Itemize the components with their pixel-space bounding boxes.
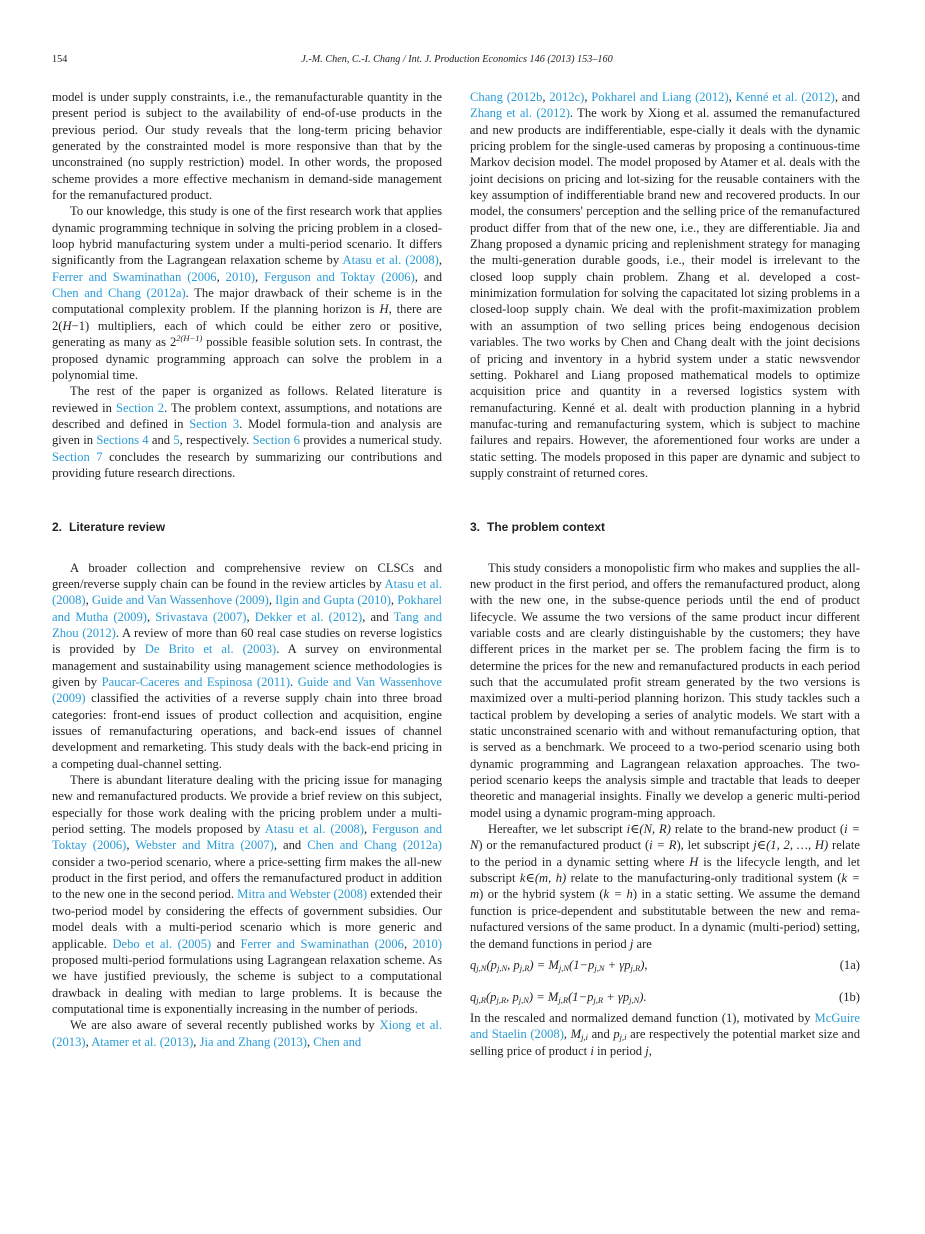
math-expression: i = N [470, 822, 860, 853]
citation-link[interactable]: Mitra and Webster (2008) [237, 887, 368, 902]
equation-number: (1b) [839, 989, 860, 1004]
math-symbol: i [590, 1043, 594, 1058]
eq-symbol: , p [507, 957, 520, 972]
context-paragraph-1 [470, 560, 860, 822]
eq-subscript: j,N [518, 994, 529, 1005]
text: To our knowledge, this study is one of the first research work that applies dynamic programming technique in solving the pricing problem in a closed-loop hybrid manufacturing system under a multi-period scenario. It differs significantly from the Lagrangean relaxation scheme by [52, 204, 442, 268]
text: , there are 2( [52, 302, 442, 333]
citation-link[interactable]: Pokharel and Liang (2012) [591, 90, 729, 104]
eq-symbol: (p [486, 957, 497, 972]
text: , [126, 838, 136, 853]
text: , and [273, 838, 308, 853]
text: , [85, 593, 92, 608]
literature-paragraph-3 [52, 1017, 442, 1050]
text: , [364, 822, 373, 837]
text: are [633, 936, 652, 951]
text: provides a numerical study. [299, 433, 442, 448]
citation-link[interactable]: Xiong et al. (2013) [52, 1018, 442, 1049]
text: in period [593, 1043, 646, 1058]
citation-link[interactable]: Atasu et al. (2008) [52, 576, 442, 608]
citation-link[interactable]: McGuire and Staelin (2008) [470, 1010, 860, 1042]
text: , and [414, 269, 443, 284]
citation-link[interactable]: Tang and Zhou (2012) [52, 609, 443, 640]
text: model is under supply constraints, i.e., the remanufacturable quantity in the present period is subject to the availability of end-of-use products in the previous period. Our study reveals that the long-term pricing behavior generated by the constrainted model is more responsive than that by the unconstrained (no supply restriction) model. In other words, the proposed scheme provides a more effective mechanism in demand-side management for the remanufactured product. [52, 90, 442, 203]
text: , [193, 1034, 200, 1049]
citation-link[interactable]: Ferrer and Swaminathan (2006 [240, 936, 404, 951]
text: , [728, 90, 736, 104]
text: This study considers a monopolistic firm who makes and supplies the all-new product in the first period, and offers the remanufactured product, along with the new one, in the subse-quence periods until the end of product lifecycle. We assume the two versions of the same product incur different variable costs and are clearly distinguishable by the customers; they have different prices in the market per se. The problem facing the firm is to determine the prices for the new and remanufactured products in each period such that the accumulated profit stream generated by the two versions is maximized over a multi-period planning horizon. This study tackles such a tactical problem by developing a series of analytic models. We start with a static unconstrained scenario with and without remanufacturing option, that is served as a benchmark. We proceed to a two-period scenario using both dynamic programming and Lagrangean relaxation approaches. The two-period scenario keeps the analysis simple and tractable that leads to deeper theoretic and managerial insights. Finally we develop a generic multi-period model using a dynamic program-ming approach. [470, 560, 860, 820]
section-title: The problem context [487, 520, 606, 535]
text: ) in a static setting. We assume the demand function is price-dependent and substitutable between the new and rema-nufactured versions of the same product. In a dynamic (multi-period) setting, the demand functions in period [470, 887, 860, 951]
math-symbol: H [379, 302, 389, 317]
equation-1a [470, 957, 860, 973]
section-heading-literature-review [52, 519, 442, 535]
citation-link[interactable]: Ferguson and Toktay (2006) [52, 822, 443, 853]
intro-paragraph-3 [52, 383, 442, 481]
section-link[interactable]: Section 3 [189, 416, 240, 431]
citation-link[interactable]: 2010) [225, 269, 256, 284]
text: In the rescaled and normalized demand function (1), motivated by [470, 1010, 815, 1025]
eq-subscript: j,R [519, 962, 530, 973]
math-expression: j∈(1, 2, …, H) [753, 838, 829, 853]
section-link[interactable]: Sections 4 [96, 433, 149, 448]
running-header [52, 54, 862, 70]
text: classified the activities of a reverse supply chain into three broad categories: front-end issues of product collection and acquisition, engine issues of remanufacturing operations, and back-end issues of channel development and remarketing. This study deals with the back-end pricing in a competing dual-channel setting. [52, 691, 442, 771]
math-exponent: 2(H−1) [176, 333, 203, 344]
section-heading-problem-context [470, 519, 860, 535]
text: There is abundant literature dealing with the pricing issue for managing new and remanufactured products. We provide a brief review on this subject, especially for those work dealing with the pricing problem under a multi-period setting. The models proposed by [52, 773, 442, 837]
citation-link[interactable]: Atamer et al. (2013) [91, 1034, 194, 1049]
math-subscript: j,i [581, 1032, 588, 1043]
text: , [306, 1034, 314, 1049]
citation-link[interactable]: De Brito et al. (2003) [144, 642, 277, 657]
text: , and [834, 90, 860, 104]
text: −1) multipliers, each of which could be either zero or positive, generating as many as 2 [52, 318, 442, 350]
text: extended their two-period model by considering the effects of government subsidies. Our model deals with a multi-period scenario which is more generic and applicable. [52, 887, 442, 951]
citation-link[interactable]: Zhang et al. (2012) [470, 106, 570, 121]
text: , [584, 90, 592, 104]
eq-symbol: + γp [604, 957, 631, 972]
text: , [542, 90, 550, 104]
journal-reference: J.-M. Chen, C.-I. Chang / Int. J. Production Economics 146 (2013) 153–160 [301, 54, 613, 65]
eq-symbol: ) = M [528, 989, 559, 1004]
text: . The major drawback of their scheme is in the computational complexity problem. If the planning horizon is [52, 286, 442, 317]
citation-link[interactable]: Ferrer and Swaminathan (2006 [52, 269, 217, 284]
citation-link[interactable]: Ferguson and Toktay (2006) [264, 269, 415, 284]
eq-subscript: j,R [496, 994, 507, 1005]
citation-link[interactable]: Chen and Chang (2012a) [52, 286, 186, 301]
text: proposed multi-period formulations using Lagrangean relaxation scheme. As we have justified previously, the scheme is subject to a computational drawback in dealing with median to large problems. It is because the computational time is exponentially increasing in the number of periods. [52, 952, 442, 1016]
text: ) or the remanufactured product ( [478, 838, 650, 853]
citation-link[interactable]: Kenné et al. (2012) [735, 90, 835, 104]
text: . Model formula-tion and analysis are given in [52, 416, 442, 448]
eq-symbol: ). [639, 989, 647, 1004]
text: consider a two-period scenario, where a price-setting firm makes the all-new product in the first period, and offers the remanufactured product in addition to the new one in the second period. [52, 854, 442, 902]
text: ), let subscript [676, 838, 754, 853]
math-symbol: H [62, 318, 72, 333]
eq-subscript: j,N [629, 994, 640, 1005]
text: and [211, 936, 241, 951]
section-link[interactable]: Section 2 [115, 400, 165, 415]
text: , [268, 593, 276, 608]
eq-symbol: (1−p [569, 957, 595, 972]
math-expression: k∈(m, h) [519, 871, 567, 886]
text: , [438, 253, 442, 268]
math-subscript: j,i [619, 1032, 627, 1043]
right-column [470, 89, 860, 1059]
text: are respectively the potential market size and selling price of product [470, 1027, 860, 1058]
math-symbol: H [689, 854, 699, 869]
citation-link[interactable]: Atasu et al. (2008) [342, 253, 439, 268]
text: , respectively. [179, 433, 253, 448]
section-link[interactable]: Section 6 [252, 433, 300, 448]
eq-subscript: j,N [558, 962, 570, 973]
math-symbol: M [570, 1027, 582, 1042]
citation-link[interactable]: Jia and Zhang (2013) [199, 1034, 307, 1049]
citation-link[interactable]: 2012c) [549, 90, 585, 104]
citation-link[interactable]: Guide and Van Wassenhove (2009) [91, 593, 269, 608]
citation-link[interactable]: Srivastava (2007) [155, 609, 247, 624]
page-number: 154 [52, 54, 68, 65]
eq-subscript: j,R [558, 994, 569, 1005]
text: , [255, 269, 265, 284]
text: A broader collection and comprehensive review on CLSCs and green/reverse supply chain can be found in the review articles by [52, 560, 442, 591]
context-paragraph-2 [470, 821, 860, 952]
text: . [290, 675, 298, 689]
equation-number: (1a) [839, 957, 860, 972]
text: is the lifecycle length, and let subscript [470, 854, 861, 886]
section-title: Literature review [69, 520, 166, 535]
text: , [216, 269, 226, 284]
text: and [148, 433, 174, 448]
citation-link[interactable]: Debo et al. (2005) [112, 936, 212, 951]
literature-paragraph-1 [52, 560, 442, 772]
literature-paragraph-3-continued [470, 89, 860, 481]
text: Hereafter, we let subscript [488, 822, 627, 837]
section-number: 2. [52, 520, 63, 535]
section-number: 3. [470, 520, 481, 535]
left-column [52, 89, 442, 1050]
text: , [648, 1043, 652, 1058]
text: . The problem context, assumptions, and notations are described and defined in [52, 400, 442, 431]
text: , [246, 609, 255, 624]
text: and [588, 1027, 614, 1042]
citation-link[interactable]: Ilgin and Gupta (2010) [275, 593, 391, 608]
text: concludes the research by summarizing our contributions and providing future research directions. [52, 449, 442, 480]
eq-subscript: j,N [496, 962, 508, 973]
text: . A review of more than 60 real case studies on reverse logistics is provided by [52, 625, 442, 657]
citation-link[interactable]: Chen and [313, 1034, 362, 1049]
eq-subscript: j,R [630, 962, 641, 973]
eq-symbol: (p [485, 989, 497, 1004]
eq-symbol: ) = M [529, 957, 559, 972]
literature-paragraph-2 [52, 772, 442, 1017]
citation-link[interactable]: Paucar-Caceres and Espinosa (2011) [101, 675, 291, 689]
intro-paragraph-continued [52, 89, 442, 203]
text: We are also aware of several recently published works by [70, 1018, 380, 1033]
citation-link[interactable]: Atasu et al. (2008) [264, 822, 365, 837]
math-symbol: j [645, 1043, 649, 1058]
citation-link[interactable]: 2010) [412, 936, 443, 951]
text: . The work by Xiong et al. assumed the remanufactured and new products are indifferentiable, espe-cially it deals with the dynamic pricing problem for the single-used cameras by proposing a continuous-time Markov decision model. The model proposed by Atamer et al. deals with the joint decisions on pricing and lot-sizing for the reusable containers with the key assumption of indifferentiable brand new and recovered products. In our model, the consumers' perception and the selling price of the remanufactured product differ from that of the new one, i.e., they are differentiable. Jia and Zhang proposed a dynamic pricing and replenishment strategy for managing the multi-generation durable goods, i.e., their model is irrelevant to the closed loop supply chain problem. Zhang et al. developed a cost-minimization formulation for solving the capacitated lot sizing problems in a closed-loop supply chain. We deal with the profit-maximization problem with an assumption of two selling prices being endogenous decision variables. The two works by Chen and Chang dealt with the joint decisions of pricing and inventory in a hybrid system under a static newsvendor setting. Pokharel and Liang proposed mathematical models to optimize acquisition price and quantity in a reversed logistics system with remanufacturing. Kenné et al. dealt with production planning in a hybrid manufac-turing and remanufacturing system, which is subject to machine failures and repairs. However, the aforementioned four works are under a static setting. The models proposed in this paper are dynamic and subject to supply constraint of returned cores. [470, 106, 860, 480]
eq-symbol: , p [506, 989, 519, 1004]
citation-link[interactable]: Pokharel and Mutha (2009) [52, 593, 443, 624]
equation-1b [470, 989, 860, 1005]
math-symbol: j [629, 936, 634, 951]
text: relate to the brand-new product ( [670, 822, 845, 837]
text: . A survey on environmental management and sustainability using management science methodologies is given by [52, 642, 442, 689]
eq-symbol: q [470, 989, 477, 1004]
section-link[interactable]: 5 [173, 433, 180, 448]
citation-link[interactable]: Webster and Mitra (2007) [135, 838, 274, 853]
eq-subscript: j,R [476, 994, 486, 1005]
eq-subscript: j,N [476, 962, 487, 973]
eq-symbol: ), [640, 957, 648, 972]
text: ) or the hybrid system ( [479, 887, 604, 902]
text: , [390, 593, 398, 608]
text: The rest of the paper is organized as follows. Related literature is reviewed in [52, 384, 442, 415]
eq-symbol: q [470, 957, 477, 972]
eq-symbol: (1−p [568, 989, 594, 1004]
text: relate to the period in a dynamic setting where [470, 838, 860, 869]
text: , and [362, 609, 394, 624]
citation-link[interactable]: Chang (2012b [470, 90, 543, 104]
citation-link[interactable]: Guide and Van Wassenhove (2009) [52, 675, 442, 706]
text: , [403, 936, 413, 951]
citation-link[interactable]: Dekker et al. (2012) [254, 609, 363, 624]
text: , [85, 1034, 92, 1049]
citation-link[interactable]: Chen and Chang (2012a) [307, 838, 442, 853]
text: , [563, 1027, 571, 1042]
math-expression: k = h [603, 887, 633, 902]
text: possible feasible solution sets. In contrast, the proposed dynamic programming approach can solve the problem in a polynomial time. [52, 335, 443, 382]
eq-symbol: + γp [603, 989, 630, 1004]
eq-subscript: j,N [594, 962, 605, 973]
math-expression: k = m [470, 871, 860, 902]
math-symbol: p [613, 1027, 620, 1042]
eq-subscript: j,R [593, 994, 604, 1005]
section-link[interactable]: Section 7 [52, 449, 103, 464]
text: , [146, 609, 156, 624]
text: relate to the manufacturing-only traditional system ( [566, 871, 842, 886]
context-paragraph-3 [470, 1010, 860, 1059]
math-expression: i∈(N, R) [626, 822, 671, 837]
math-expression: i = R [649, 838, 677, 853]
intro-paragraph-2 [52, 203, 442, 383]
